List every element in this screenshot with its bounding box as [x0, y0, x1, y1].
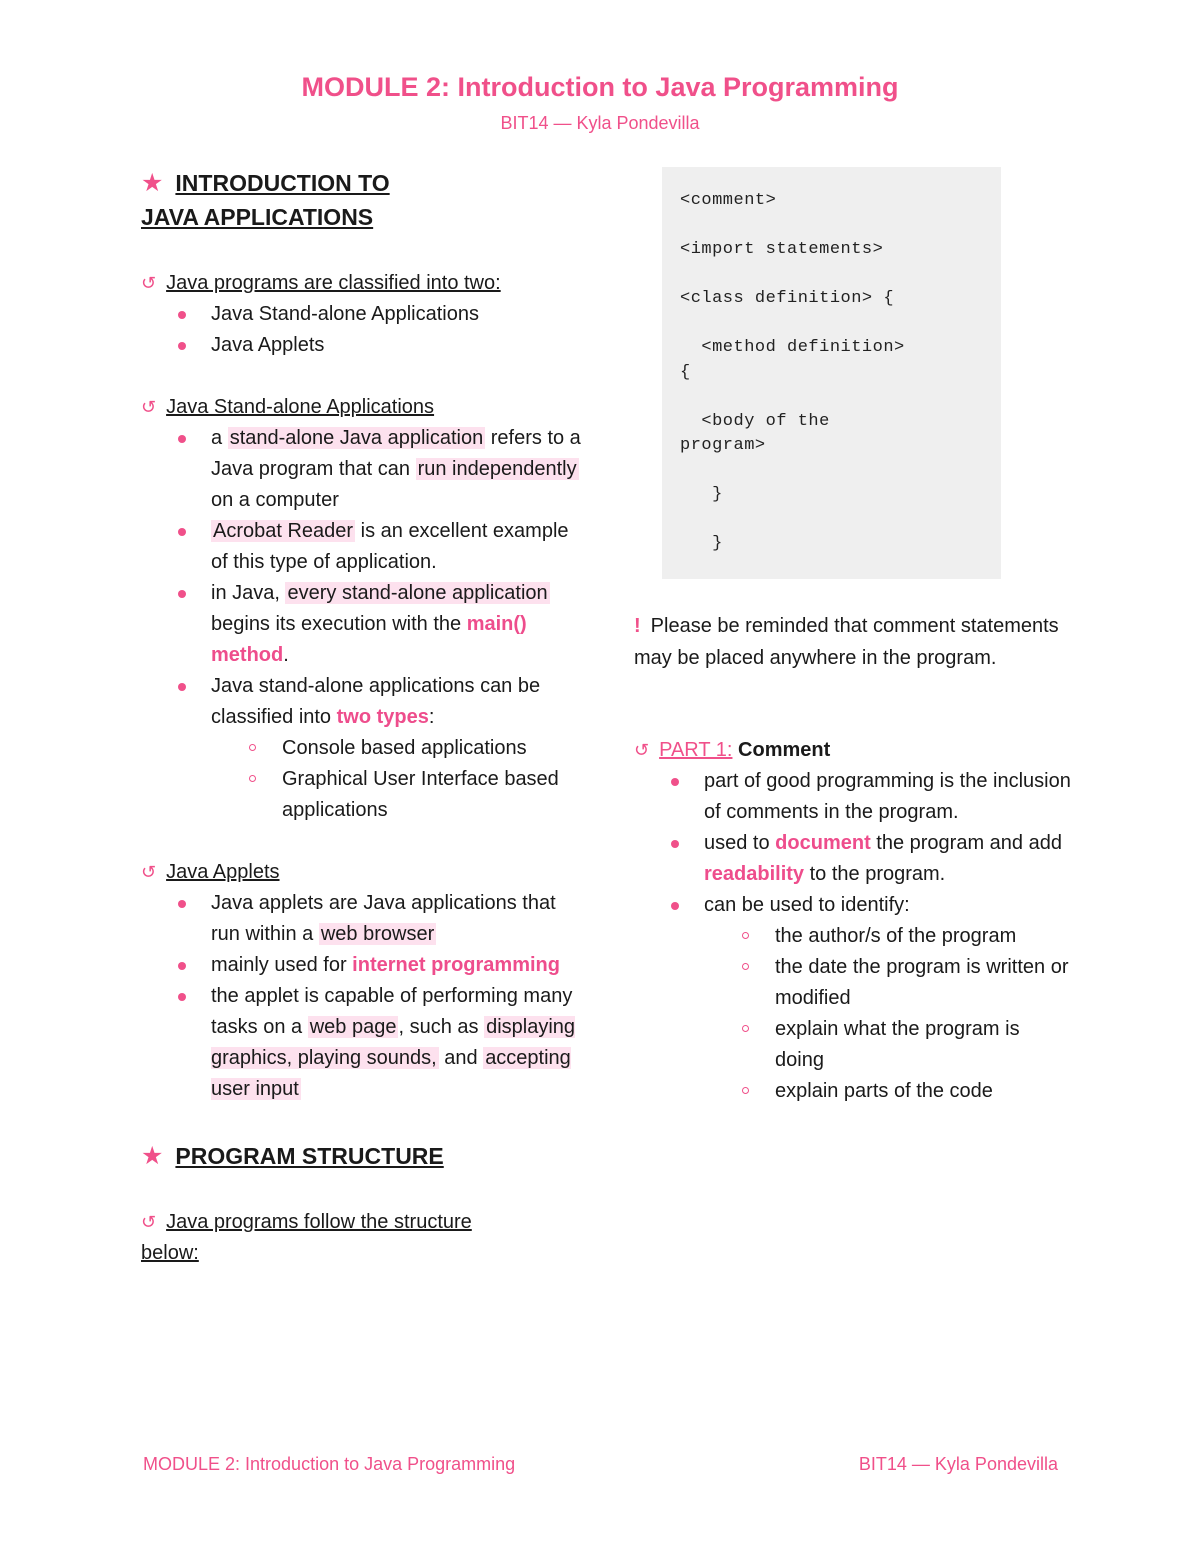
highlight: every stand-alone application [287, 582, 548, 604]
list-item: Java applets are Java applications that run within a web browser [211, 888, 581, 950]
star-icon: ★ [141, 169, 164, 197]
highlight: web browser [320, 923, 435, 945]
list-item: the applet is capable of performing many tasks on a web page , such as displaying graphics, playing sounds, and accepting user input [211, 981, 581, 1105]
list-item: Java stand-alone applications can be classified into two types: Console based applications Graphical User Interface based applications [211, 671, 581, 826]
loop-arrow-icon: ↺ [141, 397, 157, 417]
exclamation-icon: ! [634, 615, 641, 637]
list-item: can be used to identify: the author/s of the program the date the program is written or modified explain what the program is doing explain parts of the code [704, 890, 1074, 1107]
page-title: MODULE 2: Introduction to Java Programming [301, 72, 899, 102]
subheading-classified: ↺ Java programs are classified into two: [141, 268, 581, 299]
keyword: document [775, 832, 871, 854]
subheading-applets: ↺ Java Applets [141, 857, 581, 888]
part1-heading [634, 735, 1074, 766]
highlight: Acrobat Reader [213, 520, 354, 542]
keyword: readability [704, 863, 805, 885]
section-heading-intro [141, 166, 581, 234]
reminder-text: Please be reminded that comment statements may be placed anywhere in the program. [634, 615, 1059, 669]
part1-section [634, 735, 1074, 1107]
uses-list [704, 921, 1074, 1107]
footer-title: MODULE 2: Introduction to Java Programming [143, 1454, 516, 1474]
list-item: a stand-alone Java application refers to a Java program that can run independently on a computer [211, 423, 581, 516]
highlight: web page [309, 1016, 397, 1038]
keyword: main() method [211, 613, 527, 666]
list-item: Java Applets [211, 330, 581, 361]
list-item: explain what the program is doing [775, 1014, 1074, 1076]
keyword: two types [336, 706, 429, 728]
classified-list [141, 299, 581, 361]
highlight: displaying graphics, playing sounds, [211, 1016, 576, 1069]
highlight: stand-alone Java application [229, 427, 484, 449]
part-title: Comment [738, 739, 831, 761]
applets-list [141, 888, 581, 1105]
list-item: Acrobat Reader is an excellent example of this type of application. [211, 516, 581, 578]
star-icon: ★ [141, 1142, 164, 1170]
types-list [211, 733, 581, 826]
page-subtitle: BIT14 — Kyla Pondevilla [500, 113, 700, 133]
left-column [141, 166, 581, 1269]
list-item: the date the program is written or modified [775, 952, 1074, 1014]
subheading-standalone: ↺ Java Stand-alone Applications [141, 392, 581, 423]
section-heading-line1: INTRODUCTION TO [175, 170, 390, 196]
loop-arrow-icon: ↺ [141, 1212, 157, 1232]
subheading-structure: ↺ Java programs follow the structure below: [141, 1207, 581, 1269]
list-item: mainly used for internet programming [211, 950, 581, 981]
highlight: run independently [417, 458, 577, 480]
section-heading-structure: ★ PROGRAM STRUCTURE [141, 1139, 581, 1173]
list-item: in Java, every stand-alone application begins its execution with the main() method. [211, 578, 581, 671]
reminder-note [634, 610, 1064, 674]
list-item: Console based applications [282, 733, 581, 764]
list-item: used to document the program and add readability to the program. [704, 828, 1074, 890]
keyword: internet programming [352, 954, 560, 976]
standalone-list [141, 423, 581, 826]
part-label: PART 1: [659, 739, 733, 761]
highlight: accepting user input [211, 1047, 571, 1100]
list-item: Java Stand-alone Applications [211, 299, 581, 330]
section-heading-line2: JAVA APPLICATIONS [141, 204, 374, 230]
list-item: the author/s of the program [775, 921, 1074, 952]
loop-arrow-icon: ↺ [141, 862, 157, 882]
footer-author: BIT14 — Kyla Pondevilla [858, 1454, 1058, 1474]
part1-list [634, 766, 1074, 1107]
list-item: part of good programming is the inclusion of comments in the program. [704, 766, 1074, 828]
code-block: <comment> <import statements> <class definition> { <method definition> { <body of the program> } } [662, 167, 1001, 579]
loop-arrow-icon: ↺ [141, 273, 157, 293]
loop-arrow-icon: ↺ [634, 740, 650, 760]
list-item: explain parts of the code [775, 1076, 1074, 1107]
list-item: Graphical User Interface based applications [282, 764, 581, 826]
